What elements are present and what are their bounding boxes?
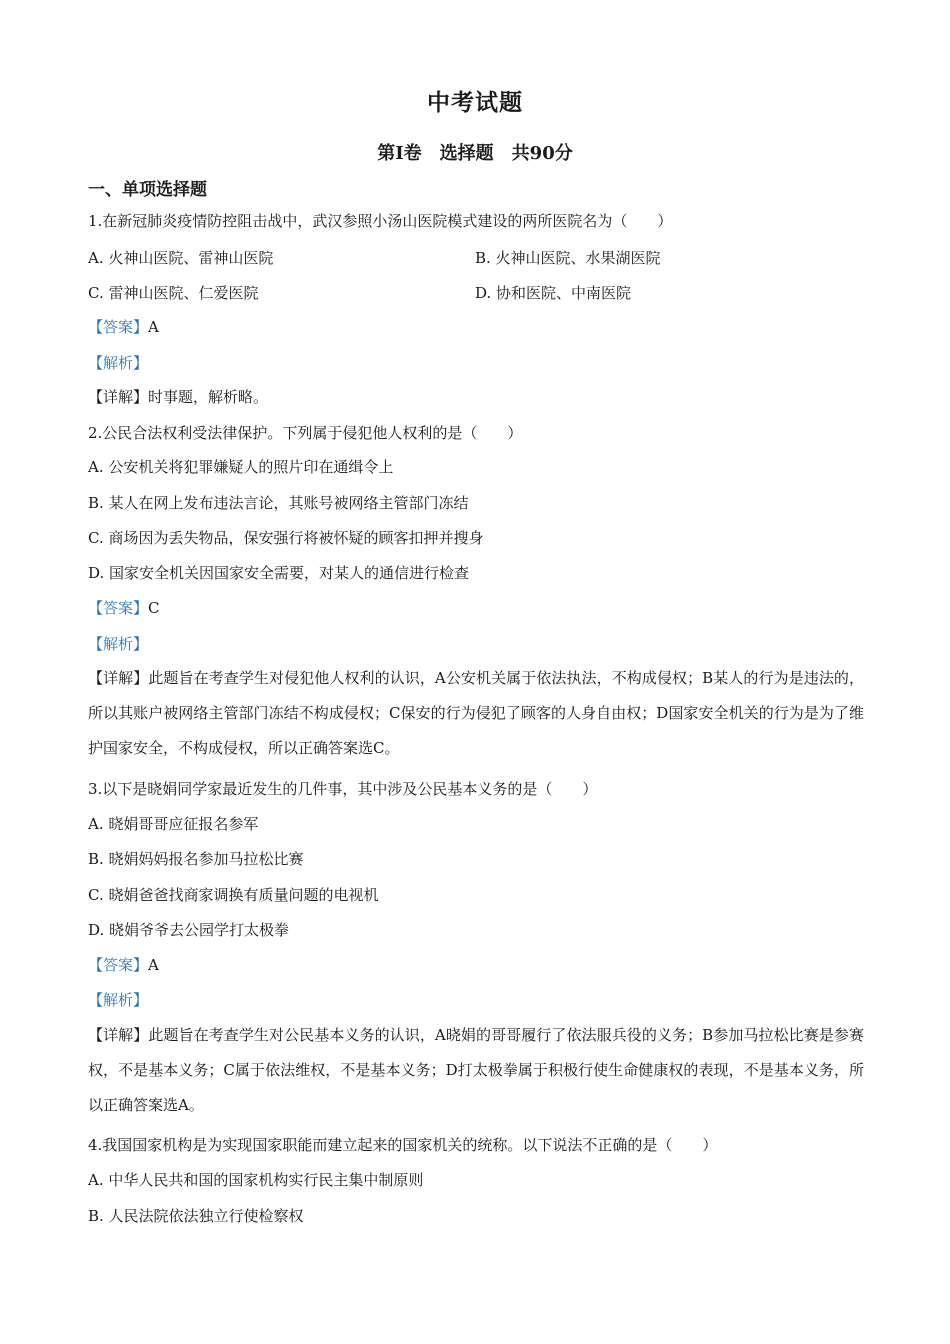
question-1-detail: 【详解】时事题，解析略。: [88, 388, 269, 406]
question-2-answer: [88, 598, 160, 618]
question-3-option-d: D. 晓娟爷爷去公园学打太极拳: [88, 921, 290, 939]
answer-value: C: [148, 599, 160, 617]
question-4-stem: 4.我国国家机构是为实现国家职能而建立起来的国家机关的统称。以下说法不正确的是（ ）: [88, 1136, 718, 1154]
question-1-option-a: A. 火神山医院、雷神山医院: [88, 249, 274, 267]
question-3-analysis-label: 【解析】: [88, 991, 149, 1009]
question-1-stem: 1.在新冠肺炎疫情防控阻击战中，武汉参照小汤山医院模式建设的两所医院名为（ ）: [88, 212, 673, 230]
question-3-detail: 【详解】此题旨在考查学生对公民基本义务的认识，A晓娟的哥哥履行了依法服兵役的义务；B参加马拉松比赛是参赛权，不是基本义务；C属于依法维权，不是基本义务；D打太极拳属于积极行使生命健康权的表现，不是基本义务，所以正确答案选A。: [88, 1026, 864, 1114]
question-1-answer: [88, 317, 159, 337]
question-2-option-b: B. 某人在网上发布违法言论，其账号被网络主管部门冻结: [88, 494, 469, 512]
question-2-detail: 【详解】此题旨在考查学生对侵犯他人权利的认识，A公安机关属于依法执法，不构成侵权；B某人的行为是违法的，所以其账户被网络主管部门冻结不构成侵权；C保安的行为侵犯了顾客的人身自由权；D国家安全机关的行为是为了维护国家安全，不构成侵权，所以正确答案选C。: [88, 669, 864, 757]
question-4-option-b: B. 人民法院依法独立行使检察权: [88, 1207, 304, 1225]
question-2-analysis-label: 【解析】: [88, 635, 149, 653]
answer-label: 【答案】: [88, 318, 149, 336]
question-1-option-d: D. 协和医院、中南医院: [475, 284, 632, 302]
answer-value: A: [148, 956, 159, 974]
question-1-analysis-label: 【解析】: [88, 354, 149, 372]
question-1-option-c: C. 雷神山医院、仁爱医院: [88, 284, 259, 302]
question-2-option-a: A. 公安机关将犯罪嫌疑人的照片印在通缉令上: [88, 458, 394, 476]
answer-value: A: [148, 318, 159, 336]
answer-label: 【答案】: [88, 956, 149, 974]
question-3-stem: 3.以下是晓娟同学家最近发生的几件事，其中涉及公民基本义务的是（ ）: [88, 780, 598, 798]
question-4-option-a: A. 中华人民共和国的国家机构实行民主集中制原则: [88, 1171, 424, 1189]
page-subtitle: 第Ⅰ卷 选择题 共90分: [377, 143, 573, 164]
question-3-option-c: C. 晓娟爸爸找商家调换有质量问题的电视机: [88, 886, 379, 904]
section-heading: 一、单项选择题: [88, 180, 207, 200]
question-1-option-b: B. 火神山医院、水果湖医院: [475, 249, 661, 267]
question-3-option-a: A. 晓娟哥哥应征报名参军: [88, 815, 259, 833]
answer-label: 【答案】: [88, 599, 149, 617]
question-2-stem: 2.公民合法权利受法律保护。下列属于侵犯他人权利的是（ ）: [88, 424, 523, 442]
question-2-option-d: D. 国家安全机关因国家安全需要，对某人的通信进行检查: [88, 564, 470, 582]
question-2-option-c: C. 商场因为丢失物品，保安强行将被怀疑的顾客扣押并搜身: [88, 529, 484, 547]
question-3-answer: [88, 955, 159, 975]
question-3-option-b: B. 晓娟妈妈报名参加马拉松比赛: [88, 850, 304, 868]
page-title: 中考试题: [427, 89, 523, 116]
